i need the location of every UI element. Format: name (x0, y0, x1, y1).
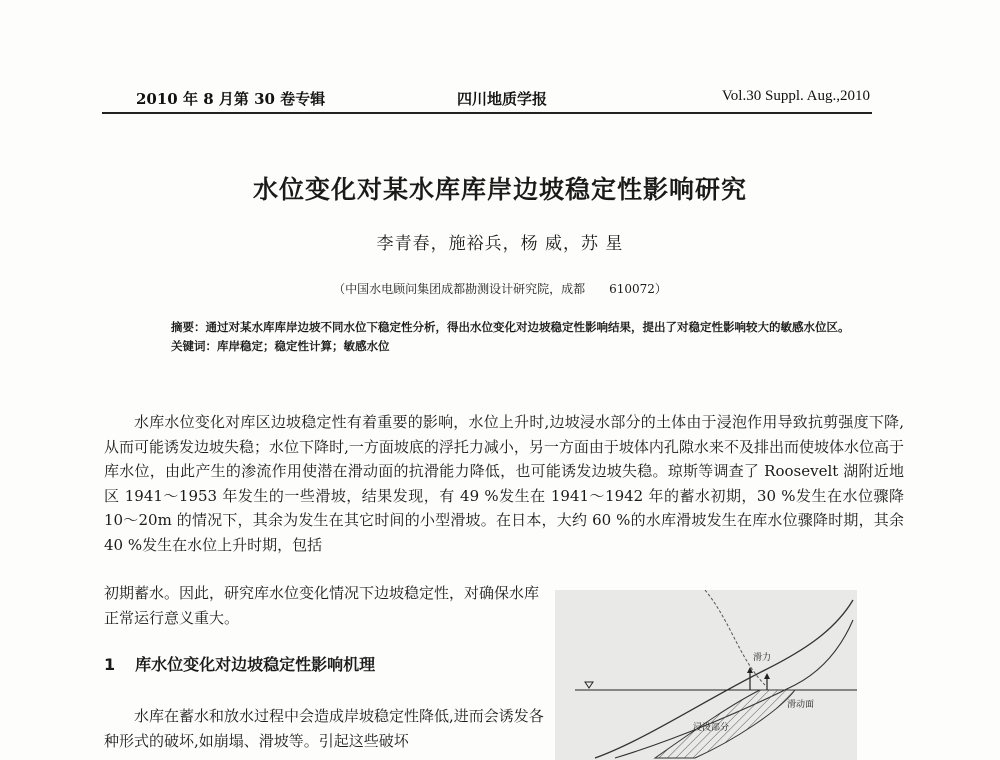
force-arrow-2-head (764, 673, 770, 679)
keywords-paragraph (171, 337, 865, 356)
section-title: 库水位变化对边坡稳定性影响机理 (135, 655, 376, 674)
label-sliding-surface: 滑动面 (787, 700, 815, 710)
dashed-reference-line (705, 590, 765, 685)
abstract-block (145, 318, 865, 356)
intro-paragraph-block (104, 410, 904, 557)
section-text: 水库在蓄水和放水过程中会造成岸坡稳定性降低,进而会诱发各种形式的破坏,如崩塌、滑坡等。引起这些破坏 (104, 707, 544, 750)
running-header (102, 86, 872, 114)
header-volume: Vol.30 Suppl. Aug.,2010 (721, 88, 870, 104)
label-force: 滑力 (753, 653, 772, 663)
header-journal: 四川地质学报 (457, 90, 548, 108)
slope-figure (555, 590, 857, 760)
slope-diagram (555, 590, 857, 760)
header-issue: 2010 年 8 月第 30 卷专辑 (136, 90, 326, 108)
water-level-symbol (585, 682, 593, 688)
intro-paragraph: 水库水位变化对库区边坡稳定性有着重要的影响，水位上升时,边坡浸水部分的土体由于浸泡作用导致抗剪强度下降,从而可能诱发边坡失稳；水位下降时,一方面坡底的浮托力减小，另一方面由于坡体内孔隙水来不及排出而使坡体水位高于库水位，由此产生的渗流作用使潜在滑动面的抗滑能力降低，也可能诱发边坡失稳。琼斯等调查了 Roosevelt 湖附近地区 1941～1953 年发生的一些滑坡，结果发现，有 49 %发生在 1941～1942 年的蓄水初期，30 %发生在水位骤降 10～20m 的情况下，其余为发生在其它时间的小型滑坡。在日本，大约 60 %的水库滑坡发生在库水位骤降时期，其余 40 %发生在水位上升时期，包括 (104, 413, 904, 554)
abstract-paragraph (145, 318, 865, 337)
abstract-label: 摘要： (171, 320, 206, 334)
section-number: 1 (104, 655, 116, 674)
paper-authors: 李青春，施裕兵，杨 威，苏 星 (376, 234, 624, 254)
keywords-label: 关键词： (171, 339, 217, 353)
label-submerged-region: 浸没部分 (693, 723, 730, 733)
intro-tail-paragraph: 初期蓄水。因此，研究库水位变化情况下边坡稳定性，对确保水库正常运行意义重大。 (104, 584, 540, 627)
paper-affiliation: （中国水电顾问集团成都勘测设计研究院，成都 610072） (333, 282, 667, 296)
section-heading (104, 652, 375, 675)
abstract-text: 通过对某水库库岸边坡不同水位下稳定性分析，得出水位变化对边坡稳定性影响结果，提出了对稳定性影响较大的敏感水位区。 (205, 320, 850, 334)
keywords-text: 库岸稳定；稳定性计算；敏感水位 (217, 339, 390, 353)
section-paragraph (104, 704, 544, 753)
paper-title: 水位变化对某水库库岸边坡稳定性影响研究 (252, 175, 747, 204)
